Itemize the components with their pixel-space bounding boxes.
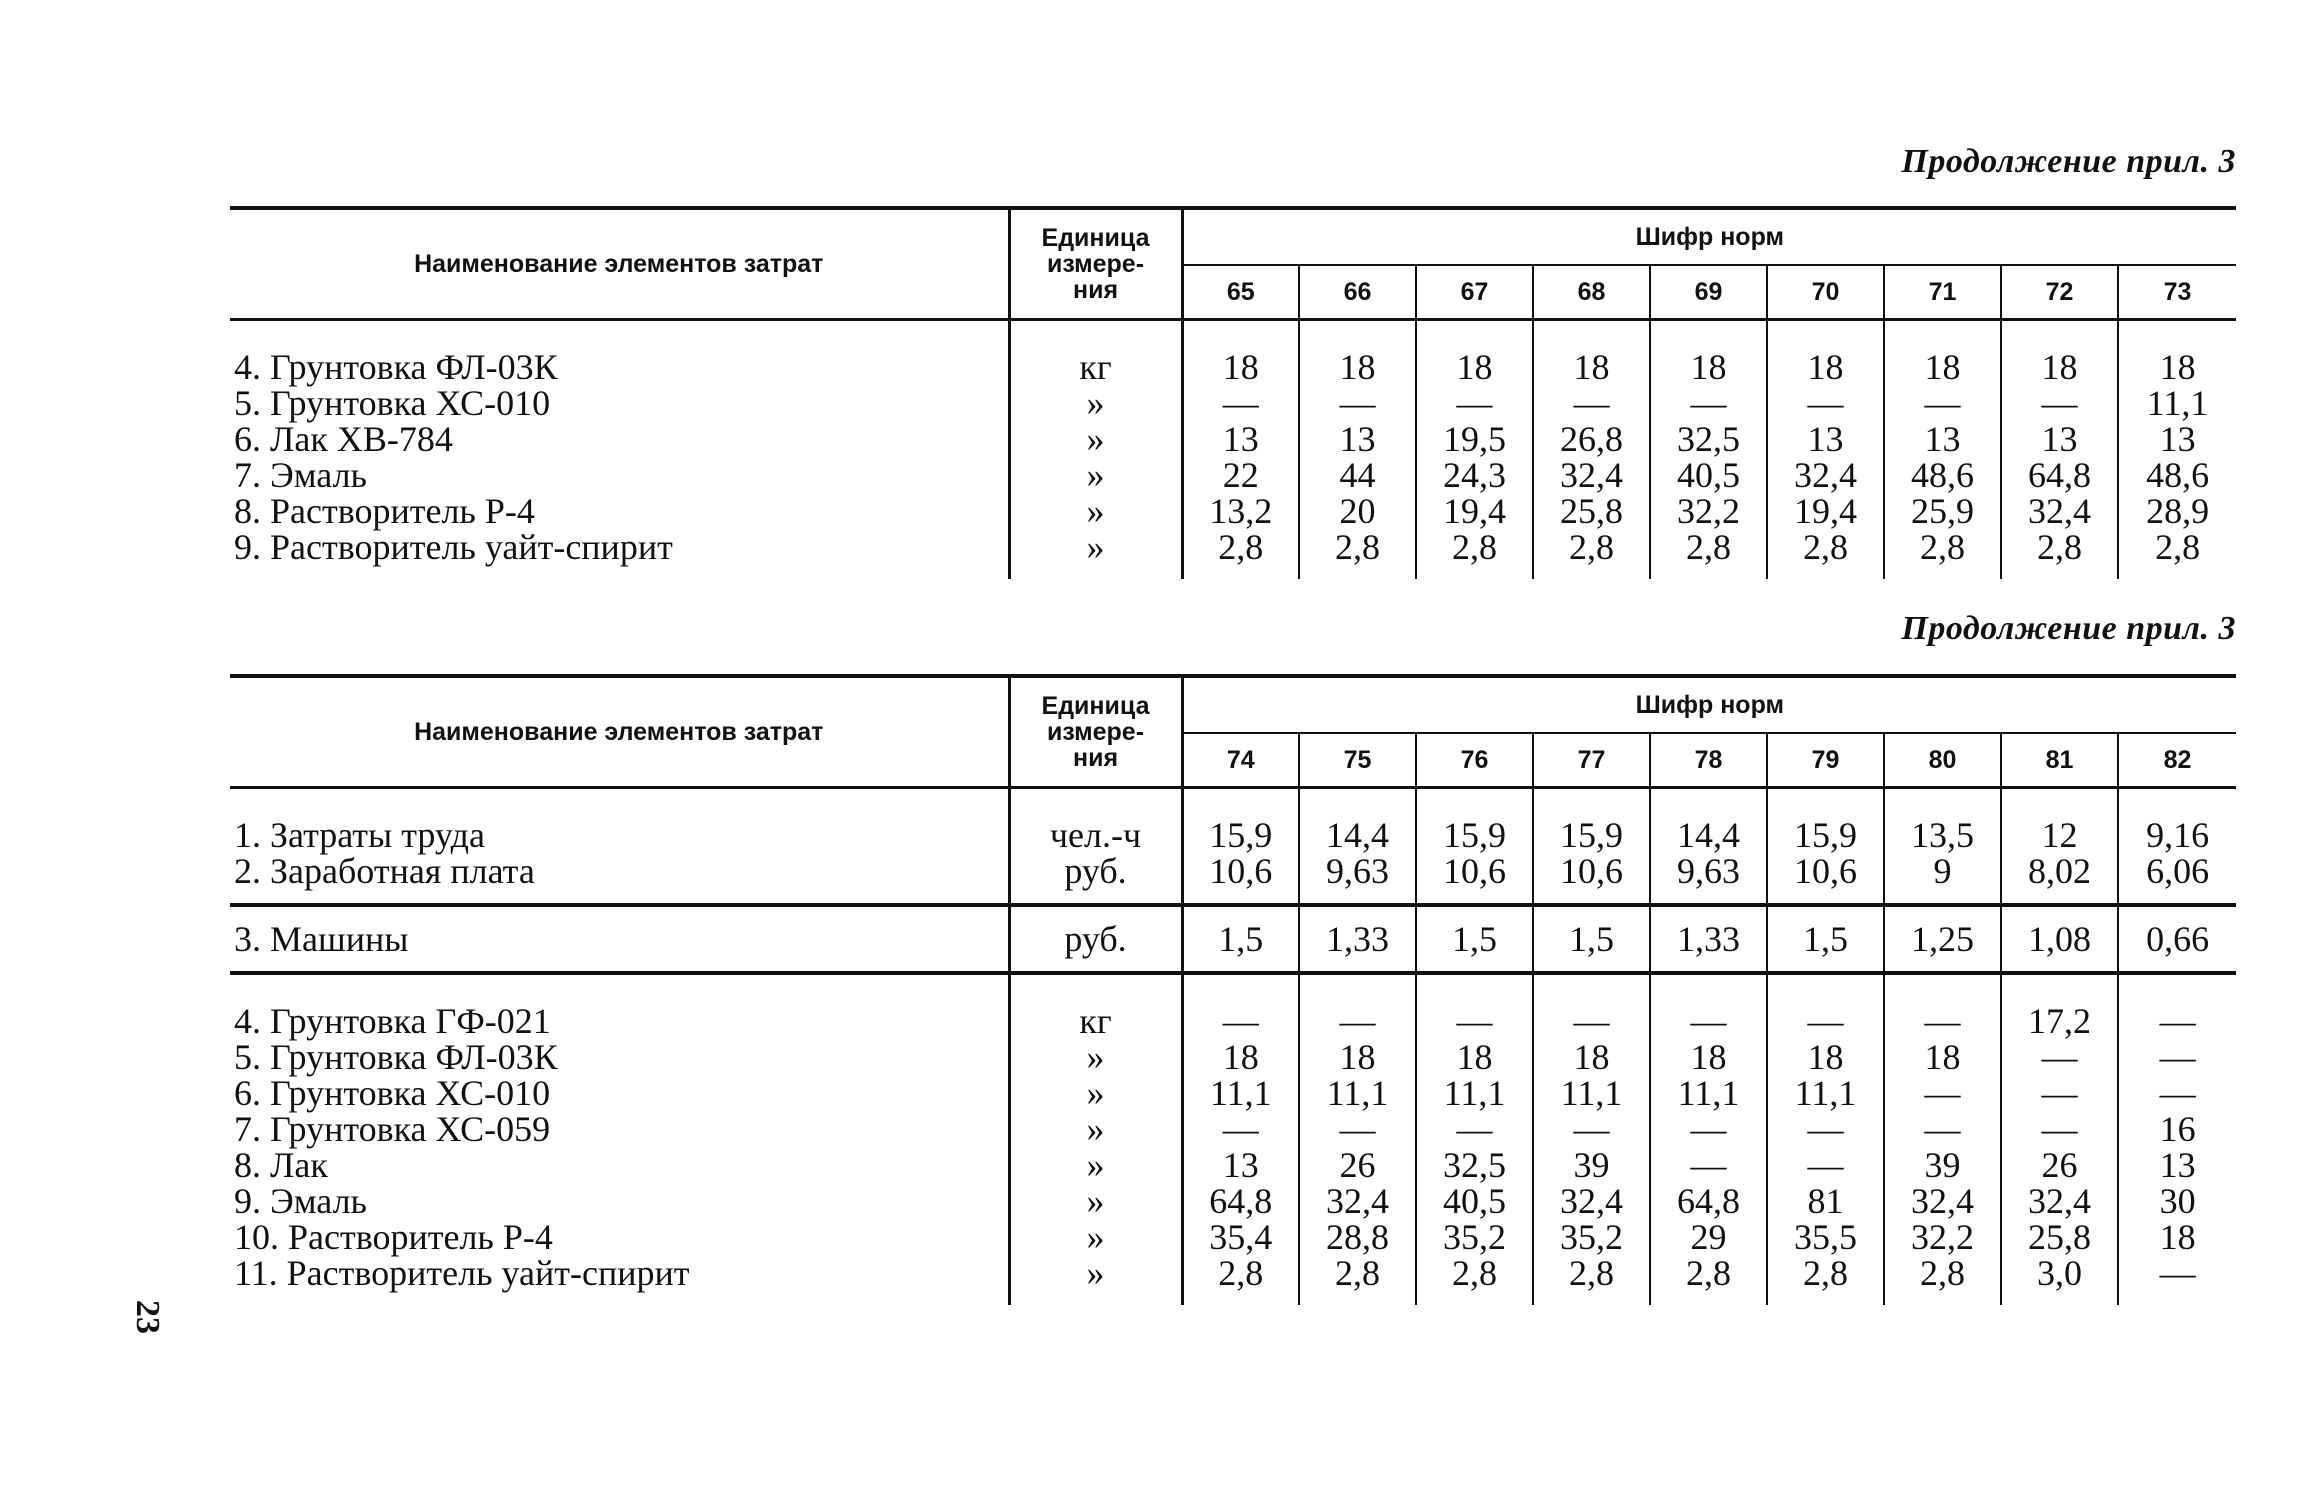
row-value: 40,5 xyxy=(1650,457,1767,493)
row-value: 32,4 xyxy=(1884,1183,2001,1219)
row-value: 29 xyxy=(1650,1219,1767,1255)
row-value: — xyxy=(1222,383,1259,423)
row-unit: » xyxy=(1009,1183,1182,1219)
row-value: 2,8 xyxy=(1650,1255,1767,1291)
row-unit: кг xyxy=(1009,1003,1182,1039)
table-row xyxy=(230,1255,2236,1291)
row-value: 2,8 xyxy=(1533,529,1650,565)
row-value: — xyxy=(1416,385,1533,421)
row-value: 12 xyxy=(2001,817,2118,853)
table-row xyxy=(230,385,2236,421)
row-value: 11,1 xyxy=(1767,1075,1884,1111)
row-value: — xyxy=(1222,1109,1259,1149)
row-unit: руб. xyxy=(1009,921,1182,957)
row-value: 39 xyxy=(1884,1147,2001,1183)
row-value: — xyxy=(1416,1111,1533,1147)
row-unit: кг xyxy=(1009,349,1182,385)
row-value: 2,8 xyxy=(1299,529,1416,565)
row-value: 18 xyxy=(1650,349,1767,385)
row-value: 25,8 xyxy=(2001,1219,2118,1255)
row-value: 18 xyxy=(1222,347,1259,387)
row-unit: » xyxy=(1009,1255,1182,1291)
row-name: 9. Растворитель уайт-спирит xyxy=(234,527,673,567)
row-value: 18 xyxy=(1416,349,1533,385)
row-value: 25,9 xyxy=(1884,493,2001,529)
row-value: 35,2 xyxy=(1416,1219,1533,1255)
row-name: 10. Растворитель Р-4 xyxy=(234,1217,553,1257)
norms-table-2 xyxy=(230,674,2236,1305)
row-value: 81 xyxy=(1767,1183,1884,1219)
row-value: — xyxy=(2001,1111,2118,1147)
row-value: 2,8 xyxy=(1767,1255,1884,1291)
code-header: 69 xyxy=(1650,265,1767,320)
row-value: 35,5 xyxy=(1767,1219,1884,1255)
row-name: 6. Грунтовка ХС-010 xyxy=(234,1073,551,1113)
row-value: 11,1 xyxy=(1299,1075,1416,1111)
row-value: — xyxy=(1884,1111,2001,1147)
code-header: 70 xyxy=(1767,265,1884,320)
code-header: 74 xyxy=(1182,733,1299,788)
row-value: 28,9 xyxy=(2118,493,2236,529)
row-value: 18 xyxy=(1650,1039,1767,1075)
row-value: 18 xyxy=(1299,1039,1416,1075)
row-value: 11,1 xyxy=(1209,1073,1272,1113)
row-value: — xyxy=(2118,1255,2236,1291)
row-value: 17,2 xyxy=(2001,1003,2118,1039)
row-unit: чел.-ч xyxy=(1009,817,1182,853)
row-value: 22 xyxy=(1222,455,1259,495)
row-value: 15,9 xyxy=(1767,817,1884,853)
row-value: — xyxy=(1767,385,1884,421)
table-row xyxy=(230,1183,2236,1219)
row-value: 13,2 xyxy=(1209,491,1273,531)
row-value: 25,8 xyxy=(1533,493,1650,529)
row-name: 6. Лак ХВ-784 xyxy=(234,419,453,459)
row-value: 44 xyxy=(1299,457,1416,493)
row-value: 0,66 xyxy=(2118,921,2236,957)
row-value: 1,5 xyxy=(1767,921,1884,957)
row-value: 1,5 xyxy=(1416,921,1533,957)
row-value: 2,8 xyxy=(1299,1255,1416,1291)
row-value: 2,8 xyxy=(1416,1255,1533,1291)
code-header: 72 xyxy=(2001,265,2118,320)
norms-table-1 xyxy=(230,206,2236,579)
row-value: — xyxy=(2118,1003,2236,1039)
row-value: 32,4 xyxy=(1767,457,1884,493)
row-value: — xyxy=(1650,1003,1767,1039)
row-unit: » xyxy=(1009,385,1182,421)
row-value: 64,8 xyxy=(1209,1181,1273,1221)
table-row xyxy=(230,921,2236,957)
row-value: 10,6 xyxy=(1416,853,1533,889)
row-value: — xyxy=(1299,1111,1416,1147)
code-header: 81 xyxy=(2001,733,2118,788)
table-row xyxy=(230,853,2236,889)
row-value: 18 xyxy=(2001,349,2118,385)
row-value: 18 xyxy=(1767,1039,1884,1075)
code-header: 66 xyxy=(1299,265,1416,320)
row-value: 6,06 xyxy=(2118,853,2236,889)
row-value: 32,4 xyxy=(2001,1183,2118,1219)
row-value: — xyxy=(1416,1003,1533,1039)
row-value: 24,3 xyxy=(1416,457,1533,493)
row-name: 8. Лак xyxy=(234,1145,328,1185)
row-unit: » xyxy=(1009,1075,1182,1111)
row-value: — xyxy=(2118,1039,2236,1075)
row-name: 5. Грунтовка ХС-010 xyxy=(234,383,551,423)
row-value: 28,8 xyxy=(1299,1219,1416,1255)
row-value: 2,8 xyxy=(1884,1255,2001,1291)
row-value: 18 xyxy=(2118,349,2236,385)
row-unit: » xyxy=(1009,1039,1182,1075)
row-value: 18 xyxy=(1533,349,1650,385)
row-value: 48,6 xyxy=(1884,457,2001,493)
row-value: 18 xyxy=(1533,1039,1650,1075)
table-row xyxy=(230,1039,2236,1075)
row-value: — xyxy=(2118,1075,2236,1111)
row-value: 10,6 xyxy=(1767,853,1884,889)
row-value: 40,5 xyxy=(1416,1183,1533,1219)
row-value: 13 xyxy=(1884,421,2001,457)
code-header: 67 xyxy=(1416,265,1533,320)
row-value: — xyxy=(1650,1111,1767,1147)
row-value: 26,8 xyxy=(1533,421,1650,457)
code-header: 82 xyxy=(2118,733,2236,788)
row-value: 9,63 xyxy=(1299,853,1416,889)
row-value: 13 xyxy=(1222,1145,1259,1185)
column-header-name: Наименование элементов затрат xyxy=(230,676,1009,788)
row-name: 3. Машины xyxy=(234,919,409,959)
row-value: 32,4 xyxy=(1533,1183,1650,1219)
row-name: 1. Затраты труда xyxy=(234,815,485,855)
table-row xyxy=(230,817,2236,853)
row-value: 64,8 xyxy=(2001,457,2118,493)
column-header-cipher: Шифр норм xyxy=(1182,676,2236,733)
row-value: 10,6 xyxy=(1533,853,1650,889)
row-value: 18 xyxy=(1884,1039,2001,1075)
row-value: 9,63 xyxy=(1650,853,1767,889)
row-value: 32,4 xyxy=(1299,1183,1416,1219)
table-row xyxy=(230,1219,2236,1255)
row-value: — xyxy=(1650,385,1767,421)
row-value: 13 xyxy=(2118,1147,2236,1183)
row-value: 32,5 xyxy=(1650,421,1767,457)
row-name: 7. Грунтовка ХС-059 xyxy=(234,1109,551,1149)
row-unit: » xyxy=(1009,1147,1182,1183)
row-name: 8. Растворитель Р-4 xyxy=(234,491,535,531)
table-row xyxy=(230,1003,2236,1039)
row-value: 14,4 xyxy=(1650,817,1767,853)
row-value: — xyxy=(1533,1111,1650,1147)
row-value: — xyxy=(1222,1001,1259,1041)
row-unit: » xyxy=(1009,457,1182,493)
row-name: 7. Эмаль xyxy=(234,455,367,495)
row-unit: » xyxy=(1009,421,1182,457)
row-value: 26 xyxy=(1299,1147,1416,1183)
row-value: 9,16 xyxy=(2118,817,2236,853)
row-value: 14,4 xyxy=(1299,817,1416,853)
row-value: 2,8 xyxy=(2118,529,2236,565)
code-header: 68 xyxy=(1533,265,1650,320)
row-value: — xyxy=(1650,1147,1767,1183)
row-value: — xyxy=(1767,1147,1884,1183)
row-value: — xyxy=(2001,1039,2118,1075)
row-value: 11,1 xyxy=(1533,1075,1650,1111)
row-value: — xyxy=(2001,385,2118,421)
row-value: 32,5 xyxy=(1416,1147,1533,1183)
row-value: 11,1 xyxy=(1416,1075,1533,1111)
row-value: 10,6 xyxy=(1209,851,1273,891)
code-header: 71 xyxy=(1884,265,2001,320)
code-header: 65 xyxy=(1182,265,1299,320)
row-value: 35,2 xyxy=(1533,1219,1650,1255)
row-value: — xyxy=(1884,1003,2001,1039)
row-value: 1,33 xyxy=(1650,921,1767,957)
row-name: 2. Заработная плата xyxy=(234,851,535,891)
row-value: 2,8 xyxy=(2001,529,2118,565)
table-row xyxy=(230,1147,2236,1183)
row-value: 48,6 xyxy=(2118,457,2236,493)
row-value: 19,4 xyxy=(1767,493,1884,529)
column-header-cipher: Шифр норм xyxy=(1182,208,2236,265)
row-value: 1,25 xyxy=(1884,921,2001,957)
row-value: 9 xyxy=(1884,853,2001,889)
row-value: — xyxy=(1533,385,1650,421)
code-header: 78 xyxy=(1650,733,1767,788)
table-row xyxy=(230,1111,2236,1147)
row-value: 35,4 xyxy=(1209,1217,1273,1257)
row-value: 13 xyxy=(2001,421,2118,457)
row-value: — xyxy=(1884,385,2001,421)
page-number: 23 xyxy=(129,1300,166,1334)
row-value: 2,8 xyxy=(1416,529,1533,565)
row-value: 16 xyxy=(2118,1111,2236,1147)
row-value: — xyxy=(2001,1075,2118,1111)
row-value: 64,8 xyxy=(1650,1183,1767,1219)
code-header: 76 xyxy=(1416,733,1533,788)
row-value: 26 xyxy=(2001,1147,2118,1183)
code-header: 79 xyxy=(1767,733,1884,788)
row-value: 2,8 xyxy=(1218,1253,1264,1293)
row-name: 11. Растворитель уайт-спирит xyxy=(234,1253,690,1293)
row-unit: » xyxy=(1009,1111,1182,1147)
row-value: 3,0 xyxy=(2001,1255,2118,1291)
row-value: 30 xyxy=(2118,1183,2236,1219)
row-value: 11,1 xyxy=(2118,385,2236,421)
row-value: 32,4 xyxy=(2001,493,2118,529)
code-header: 73 xyxy=(2118,265,2236,320)
row-unit: » xyxy=(1009,493,1182,529)
row-value: 32,2 xyxy=(1884,1219,2001,1255)
row-value: 2,8 xyxy=(1650,529,1767,565)
row-value: — xyxy=(1884,1075,2001,1111)
row-value: 8,02 xyxy=(2001,853,2118,889)
row-value: 15,9 xyxy=(1416,817,1533,853)
row-value: 20 xyxy=(1299,493,1416,529)
column-header-unit: Единица измере- ния xyxy=(1009,208,1182,320)
row-value: 15,9 xyxy=(1533,817,1650,853)
row-value: 1,5 xyxy=(1218,919,1264,959)
row-value: 18 xyxy=(1884,349,2001,385)
row-value: 39 xyxy=(1533,1147,1650,1183)
table-row xyxy=(230,349,2236,385)
row-value: 2,8 xyxy=(1218,527,1264,567)
column-header-name: Наименование элементов затрат xyxy=(230,208,1009,320)
row-unit: руб. xyxy=(1009,853,1182,889)
row-value: 13,5 xyxy=(1884,817,2001,853)
row-value: 1,08 xyxy=(2001,921,2118,957)
row-value: 2,8 xyxy=(1884,529,2001,565)
row-value: 18 xyxy=(1222,1037,1259,1077)
row-unit: » xyxy=(1009,529,1182,565)
row-value: — xyxy=(1299,385,1416,421)
row-value: — xyxy=(1767,1111,1884,1147)
table-row xyxy=(230,529,2236,565)
row-value: 15,9 xyxy=(1209,815,1273,855)
table-row xyxy=(230,1075,2236,1111)
row-value: — xyxy=(1533,1003,1650,1039)
row-name: 4. Грунтовка ФЛ-03К xyxy=(234,347,558,387)
table-row xyxy=(230,493,2236,529)
row-value: 18 xyxy=(1416,1039,1533,1075)
code-header: 77 xyxy=(1533,733,1650,788)
row-value: 13 xyxy=(1767,421,1884,457)
row-value: — xyxy=(1299,1003,1416,1039)
row-value: 19,4 xyxy=(1416,493,1533,529)
table-row xyxy=(230,457,2236,493)
row-unit: » xyxy=(1009,1219,1182,1255)
row-value: — xyxy=(1767,1003,1884,1039)
row-value: 13 xyxy=(1299,421,1416,457)
code-header: 75 xyxy=(1299,733,1416,788)
row-name: 5. Грунтовка ФЛ-03К xyxy=(234,1037,558,1077)
row-value: 1,33 xyxy=(1299,921,1416,957)
column-header-unit: Единица измере- ния xyxy=(1009,676,1182,788)
code-header: 80 xyxy=(1884,733,2001,788)
row-value: 1,5 xyxy=(1533,921,1650,957)
row-value: 32,2 xyxy=(1650,493,1767,529)
row-value: 19,5 xyxy=(1416,421,1533,457)
row-name: 4. Грунтовка ГФ-021 xyxy=(234,1001,551,1041)
row-value: 13 xyxy=(1222,419,1259,459)
row-value: 11,1 xyxy=(1650,1075,1767,1111)
row-name: 9. Эмаль xyxy=(234,1181,367,1221)
row-value: 18 xyxy=(2118,1219,2236,1255)
continuation-caption-1: Продолжение прил. 3 xyxy=(1901,143,2236,180)
row-value: 18 xyxy=(1299,349,1416,385)
row-value: 2,8 xyxy=(1767,529,1884,565)
row-value: 18 xyxy=(1767,349,1884,385)
row-value: 32,4 xyxy=(1533,457,1650,493)
continuation-caption-2: Продолжение прил. 3 xyxy=(1901,610,2236,647)
row-value: 13 xyxy=(2118,421,2236,457)
table-row xyxy=(230,421,2236,457)
row-value: 2,8 xyxy=(1533,1255,1650,1291)
